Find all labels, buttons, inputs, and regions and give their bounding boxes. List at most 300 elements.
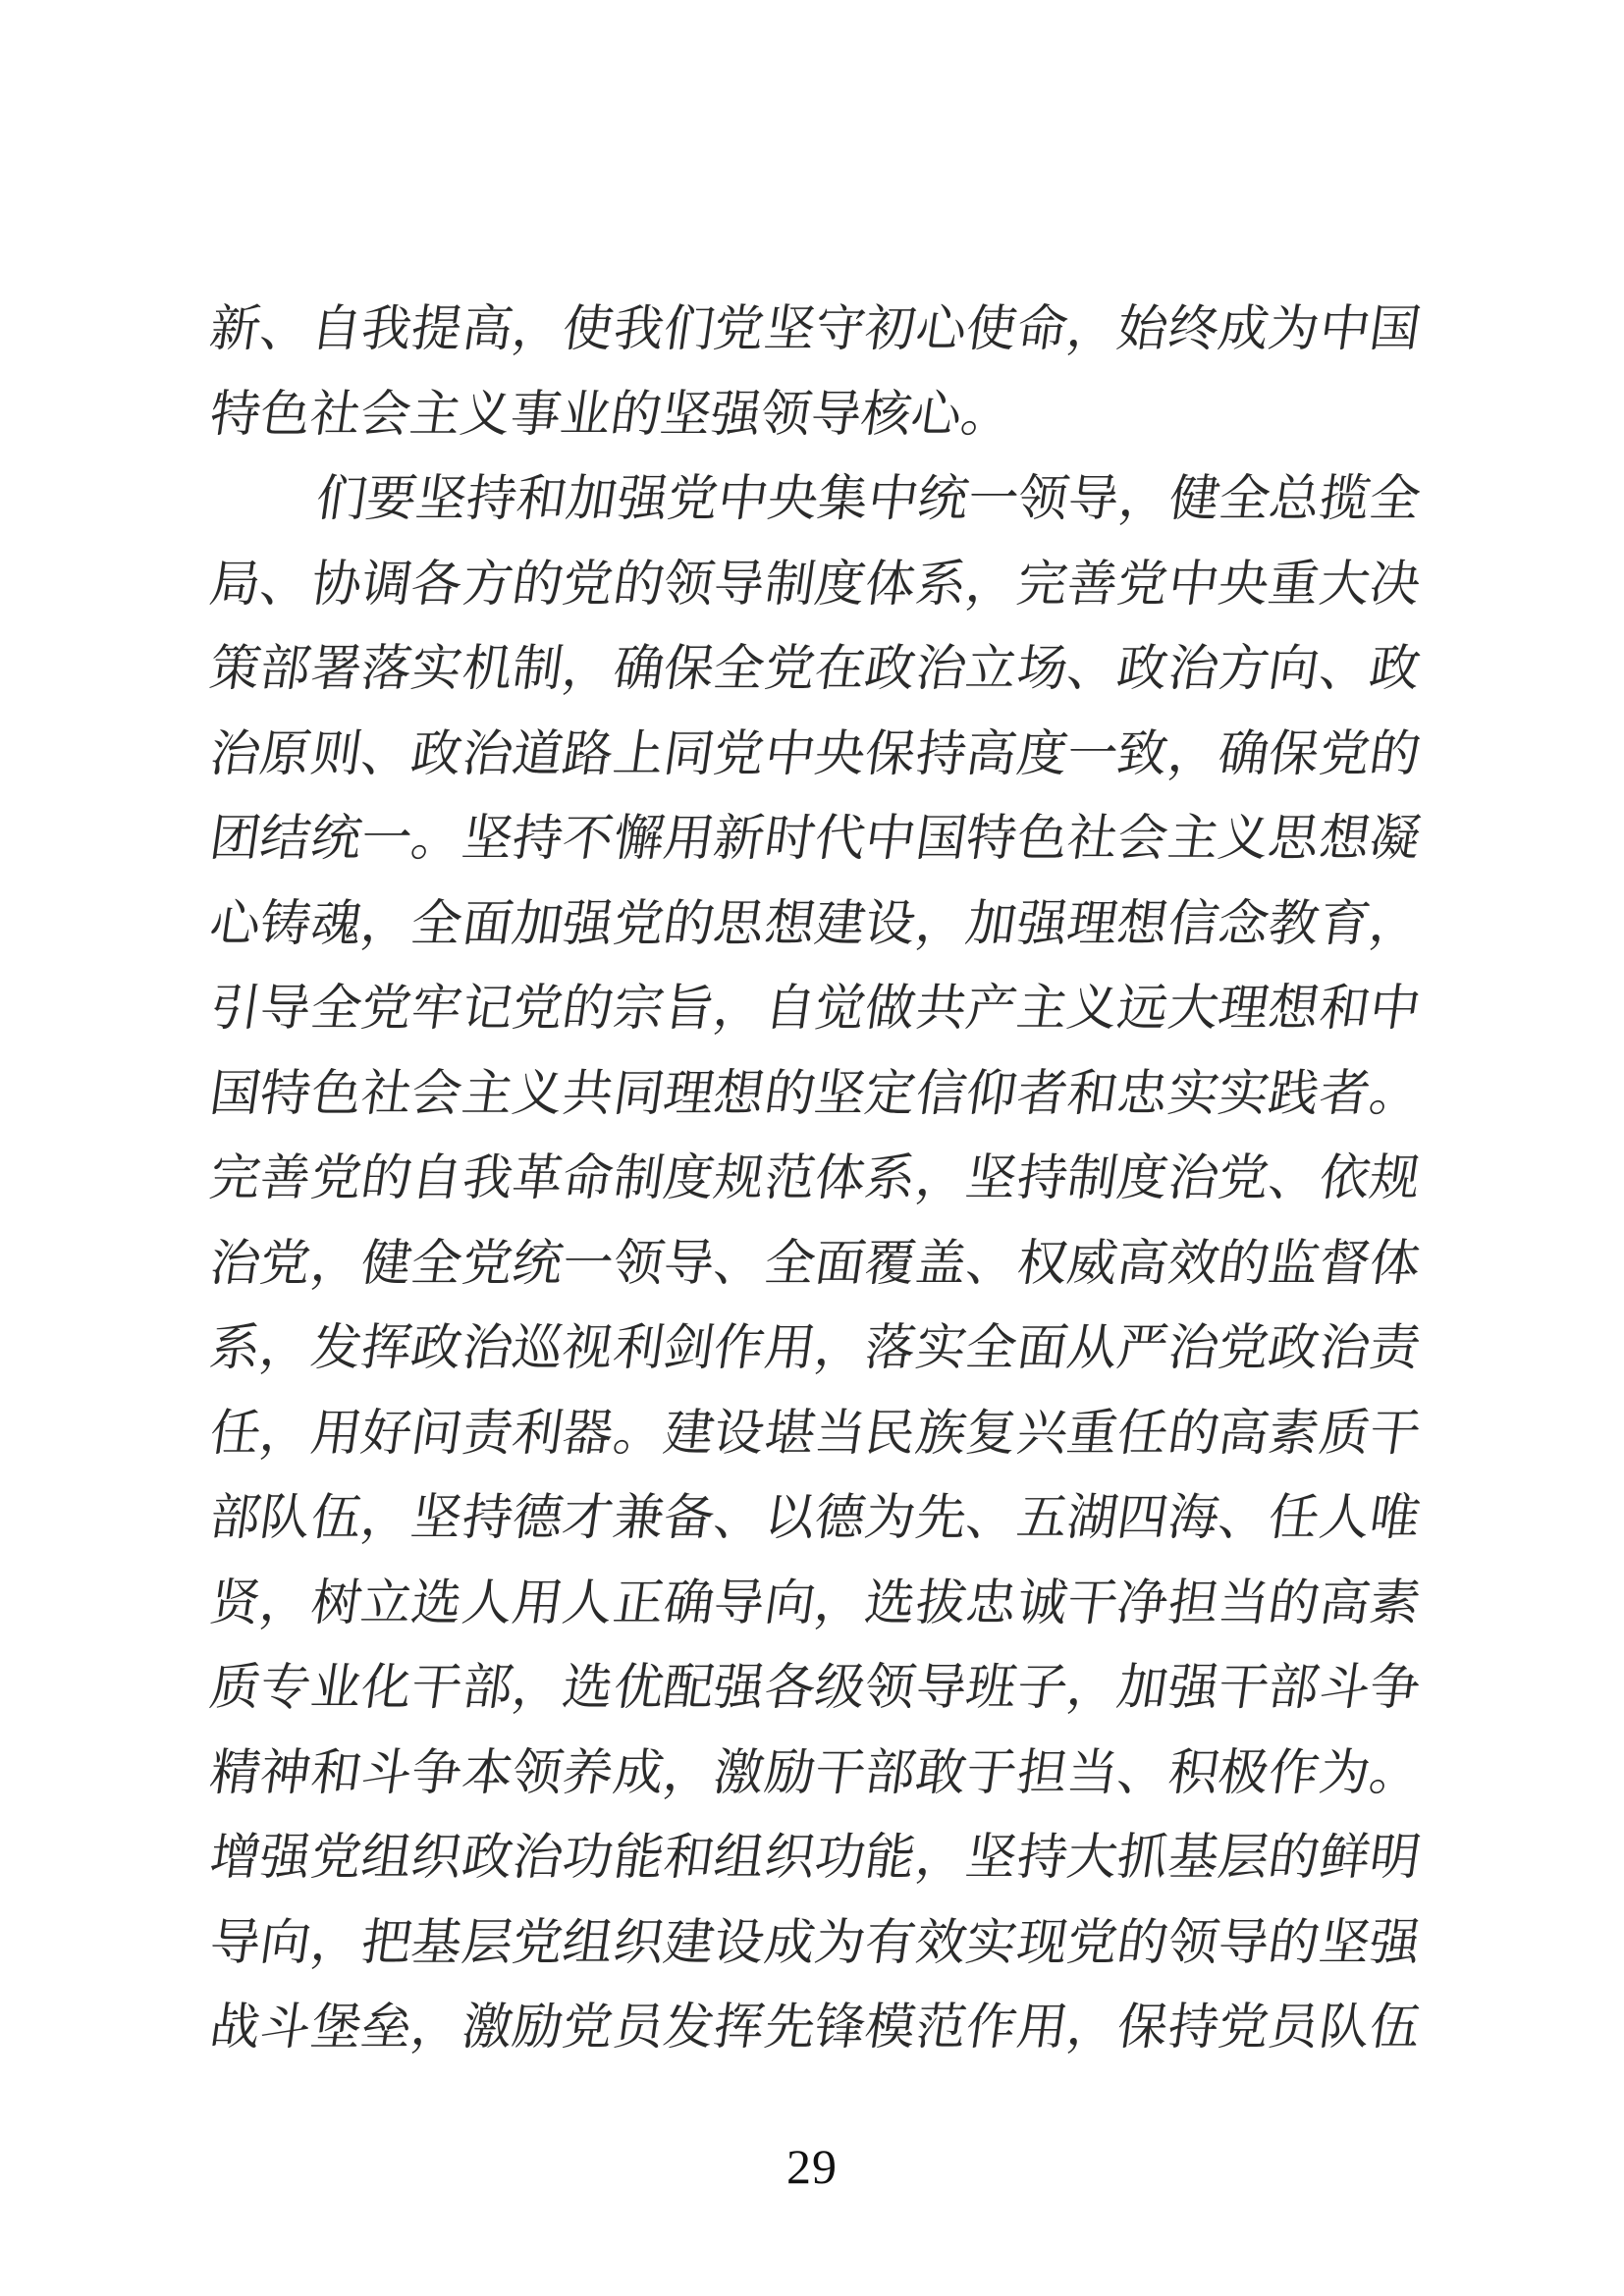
text-char: 的 (1265, 1831, 1324, 1887)
text-char: 度 (1113, 1151, 1172, 1207)
text-char: 治 (1164, 642, 1222, 698)
text-char: 实 (1164, 1066, 1222, 1122)
text-char: ， (811, 1321, 870, 1377)
text-char: 部 (206, 1491, 265, 1547)
text-char: 政 (1113, 642, 1172, 698)
text-line (206, 1810, 1425, 1896)
text-char: 德 (811, 1491, 870, 1547)
text-char: 保 (1265, 726, 1324, 782)
text-char: 成 (1215, 302, 1272, 358)
text-char: 一 (964, 472, 1023, 528)
text-char: 系 (912, 557, 970, 613)
text-char: 主 (1012, 982, 1071, 1038)
text-char: 导 (710, 1575, 769, 1631)
text-char: 组 (357, 1831, 416, 1887)
text-char: 为 (1315, 1745, 1374, 1801)
text-char: 干 (407, 1661, 466, 1717)
text-char: 方 (458, 557, 516, 613)
text-char: 用 (761, 1321, 819, 1377)
text-char: 理 (1063, 896, 1121, 952)
text-char: 持 (912, 726, 970, 782)
text-char: 主 (1164, 812, 1222, 868)
text-char: 调 (357, 557, 416, 613)
text-char: ， (357, 896, 416, 952)
text-char: ， (1063, 302, 1121, 358)
text-char: 中 (861, 812, 920, 868)
text-char: 党 (509, 1915, 568, 1971)
text-char: 坚 (657, 387, 716, 443)
text-char: 、 (256, 302, 315, 358)
text-char: 湖 (1063, 1491, 1121, 1547)
text-char: 坚 (761, 302, 819, 358)
text-char: 党 (1215, 1321, 1272, 1377)
text-char: 践 (1265, 1066, 1324, 1122)
text-char: 剑 (660, 1321, 719, 1377)
text-char: 始 (1113, 302, 1172, 358)
text-char: 大 (1164, 982, 1222, 1038)
text-char: 党 (710, 302, 769, 358)
text-char: 党 (1215, 2001, 1272, 2056)
text-char: 落 (861, 1321, 920, 1377)
text-char: 社 (357, 1066, 416, 1122)
text-char: 党 (1113, 557, 1172, 613)
text-char: 原 (256, 726, 315, 782)
text-char: 导 (256, 982, 315, 1038)
text-char: 德 (509, 1491, 568, 1547)
text-char: 业 (306, 1661, 365, 1717)
text-char: ， (1114, 472, 1173, 528)
text-char: ， (710, 982, 769, 1038)
text-char: 保 (660, 642, 719, 698)
text-char: 治 (1164, 1151, 1222, 1207)
text-char: 我 (357, 302, 416, 358)
text-char: 。 (1366, 1745, 1425, 1801)
text-char: 堪 (761, 1406, 819, 1462)
text-char: 理 (1215, 982, 1272, 1038)
text-char: 党 (306, 1151, 365, 1207)
text-char: 利 (609, 1321, 668, 1377)
text-char: 自 (407, 1151, 466, 1207)
text-char: 实 (962, 1915, 1021, 1971)
text-char: 党 (663, 472, 722, 528)
text-char: 一 (357, 812, 416, 868)
text-char: 新 (710, 812, 769, 868)
text-char: 治 (206, 726, 265, 782)
text-char: 用 (509, 1575, 568, 1631)
text-char: 以 (761, 1491, 819, 1547)
text-char: 织 (609, 1915, 668, 1971)
text-char: 。 (957, 387, 1016, 443)
text-char: 持 (1012, 1151, 1071, 1207)
text-char: 领 (660, 557, 719, 613)
text-char: 重 (1265, 557, 1324, 613)
text-char: 革 (509, 1151, 568, 1207)
text-char: 的 (1265, 1915, 1324, 1971)
text-char: 敢 (912, 1745, 970, 1801)
text-char: 用 (1012, 2001, 1071, 2056)
text-char: 共 (912, 982, 970, 1038)
text-char: 持 (462, 472, 521, 528)
text-char: 持 (509, 812, 568, 868)
text-char: 高 (458, 302, 516, 358)
text-char: 面 (1012, 1321, 1071, 1377)
text-char: 治 (1164, 1321, 1222, 1377)
text-char: 的 (607, 387, 666, 443)
text-char: 仰 (962, 1066, 1021, 1122)
text-char: 使 (962, 302, 1021, 358)
text-char: 同 (609, 1066, 668, 1122)
text-char: 贤 (206, 1575, 265, 1631)
text-line (206, 621, 1425, 707)
text-char: 中 (713, 472, 772, 528)
text-char: 主 (406, 387, 465, 443)
text-char: 强 (256, 1831, 315, 1887)
text-char: 员 (1265, 2001, 1324, 2056)
text-char: 落 (357, 642, 416, 698)
text-char: ， (256, 1575, 315, 1631)
text-char: 政 (1265, 1321, 1324, 1377)
text-char: 重 (1063, 1406, 1121, 1462)
text-char: 加 (509, 896, 568, 952)
text-char: 神 (256, 1745, 315, 1801)
text-char: 心 (912, 302, 970, 358)
text-char: 确 (1215, 726, 1272, 782)
text-char: 导 (710, 557, 769, 613)
text-char: 定 (861, 1066, 920, 1122)
text-char: 保 (1113, 2001, 1172, 2056)
text-char: 会 (1113, 812, 1172, 868)
text-char: 命 (1012, 302, 1071, 358)
text-char: 高 (1315, 1575, 1374, 1631)
text-char: 干 (811, 1745, 870, 1801)
text-char: 问 (407, 1406, 466, 1462)
text-char: 抓 (1113, 1831, 1172, 1887)
text-char: 基 (1164, 1831, 1222, 1887)
text-char: 人 (1315, 1491, 1374, 1547)
text-char: 想 (1315, 812, 1374, 868)
text-char: 治 (206, 1236, 265, 1292)
text-char: 的 (1164, 1406, 1222, 1462)
text-char: 净 (1113, 1575, 1172, 1631)
text-char: 发 (306, 1321, 365, 1377)
text-char: 统 (914, 472, 973, 528)
text-char: 复 (962, 1406, 1021, 1462)
text-char: ， (1063, 1661, 1121, 1717)
text-char: 信 (1164, 896, 1222, 952)
text-char: 、 (1113, 1745, 1172, 1801)
text-char: 确 (660, 1575, 719, 1631)
text-char: 的 (509, 557, 568, 613)
text-char: 们 (660, 302, 719, 358)
text-char: 强 (1366, 1915, 1425, 1971)
text-char: 确 (609, 642, 668, 698)
text-char: 监 (1265, 1236, 1324, 1292)
text-char: 。 (1366, 1066, 1425, 1122)
text-char: 和 (306, 1745, 365, 1801)
text-char: 懈 (609, 812, 668, 868)
text-char: 党 (1215, 1151, 1272, 1207)
text-char: 方 (1215, 642, 1272, 698)
text-char: 的 (660, 896, 719, 952)
text-char: ， (962, 557, 1021, 613)
text-line (206, 707, 1425, 792)
text-char: 干 (1063, 1575, 1121, 1631)
text-line (206, 1386, 1425, 1471)
text-line (206, 1301, 1425, 1386)
text-char: 党 (1315, 726, 1374, 782)
text-char: 备 (660, 1491, 719, 1547)
text-char: 垒 (357, 2001, 416, 2056)
text-char: 主 (458, 1066, 516, 1122)
text-char: 。 (609, 1406, 668, 1462)
text-char: 领 (861, 1661, 920, 1717)
text-char: 导 (1215, 1915, 1272, 1971)
text-char: 励 (761, 1745, 819, 1801)
text-char: 一 (1063, 726, 1121, 782)
text-char: 导 (912, 1661, 970, 1717)
text-char: 作 (1265, 1745, 1324, 1801)
text-char: 、 (1063, 642, 1121, 698)
text-char: 和 (513, 472, 571, 528)
text-char: 央 (1215, 557, 1272, 613)
text-char: 斗 (357, 1745, 416, 1801)
text-char: 锋 (811, 2001, 870, 2056)
text-char: 党 (1063, 1915, 1121, 1971)
text-char: ， (407, 2001, 466, 2056)
text-line (206, 1980, 1425, 2065)
text-char: 系 (861, 1151, 920, 1207)
text-char: 要 (362, 472, 421, 528)
text-char: 领 (757, 387, 816, 443)
text-char: 层 (458, 1915, 516, 1971)
text-char: 挥 (357, 1321, 416, 1377)
text-char: 。 (407, 812, 466, 868)
text-char: 们 (312, 472, 371, 528)
text-char: 增 (206, 1831, 265, 1887)
text-char: 持 (1164, 2001, 1222, 2056)
text-char: 中 (864, 472, 923, 528)
text-char: 责 (1366, 1321, 1425, 1377)
text-char: 为 (861, 1491, 920, 1547)
text-char: 、 (1215, 1491, 1272, 1547)
text-char: 义 (509, 1066, 568, 1122)
text-char: 致 (1113, 726, 1172, 782)
text-char: 层 (1215, 1831, 1272, 1887)
text-char: 质 (1315, 1406, 1374, 1462)
text-char: 强 (707, 387, 766, 443)
text-char: 导 (206, 1915, 265, 1971)
text-char: 建 (660, 1406, 719, 1462)
text-char: 业 (557, 387, 616, 443)
text-char: 国 (206, 1066, 265, 1122)
text-char: 的 (1215, 1236, 1272, 1292)
text-char: 保 (861, 726, 920, 782)
text-char: 宗 (609, 982, 668, 1038)
text-char: 依 (1315, 1151, 1374, 1207)
text-char: 中 (1366, 982, 1425, 1038)
text-char: 时 (761, 812, 819, 868)
text-char: 义 (457, 387, 515, 443)
text-char: 任 (1265, 1491, 1324, 1547)
text-char: 和 (1063, 1066, 1121, 1122)
text-char: 激 (710, 1745, 769, 1801)
text-char: 精 (206, 1745, 265, 1801)
text-char: 明 (1366, 1831, 1425, 1887)
text-char: 素 (1366, 1575, 1425, 1631)
text-char: 坚 (412, 472, 471, 528)
text-char: 理 (660, 1066, 719, 1122)
text-char: 思 (710, 896, 769, 952)
text-char: 用 (660, 812, 719, 868)
text-char: 唯 (1366, 1491, 1425, 1547)
text-char: 中 (1315, 302, 1374, 358)
text-char: 员 (609, 2001, 668, 2056)
text-char: 协 (306, 557, 365, 613)
text-char: 坚 (458, 812, 516, 868)
text-char: 、 (710, 1491, 769, 1547)
text-char: 队 (1315, 2001, 1374, 2056)
text-char: 当 (1063, 1745, 1121, 1801)
text-char: 选 (559, 1661, 618, 1717)
text-char: 治 (458, 1321, 516, 1377)
text-char: 鲜 (1315, 1831, 1374, 1887)
text-char: 为 (1265, 302, 1324, 358)
text-char: 实 (912, 1321, 970, 1377)
text-char: 覆 (861, 1236, 920, 1292)
text-char: 五 (1012, 1491, 1071, 1547)
text-char: 建 (811, 896, 870, 952)
text-char: 色 (256, 387, 315, 443)
text-char: 、 (962, 1236, 1021, 1292)
text-char: 上 (609, 726, 668, 782)
text-char: 部 (861, 1745, 920, 1801)
text-char: 政 (407, 726, 466, 782)
text-char: 励 (509, 2001, 568, 2056)
text-char: 各 (407, 557, 466, 613)
text-char: 初 (861, 302, 920, 358)
text-line (206, 877, 1425, 962)
text-char: 央 (811, 726, 870, 782)
text-char: 系 (206, 1321, 265, 1377)
text-char: 兼 (609, 1491, 668, 1547)
text-char: 面 (458, 896, 516, 952)
text-char: 向 (256, 1915, 315, 1971)
text-char: 忠 (1113, 1066, 1172, 1122)
text-char: 的 (559, 982, 618, 1038)
text-char: 极 (1215, 1745, 1272, 1801)
text-char: 党 (609, 896, 668, 952)
text-char: 设 (710, 1406, 769, 1462)
text-char: 集 (814, 472, 873, 528)
text-char: 则 (306, 726, 365, 782)
text-char: 制 (761, 557, 819, 613)
text-char: 坚 (811, 1066, 870, 1122)
text-char: 持 (1012, 1831, 1071, 1887)
text-char: 路 (559, 726, 618, 782)
text-char: 担 (1164, 1575, 1222, 1631)
text-char: ， (306, 1915, 365, 1971)
text-char: 建 (660, 1915, 719, 1971)
text-char: 功 (559, 1831, 618, 1887)
text-char: 利 (509, 1406, 568, 1462)
text-char: 效 (912, 1915, 970, 1971)
text-char: 觉 (811, 982, 870, 1038)
text-char: 、 (256, 557, 315, 613)
text-line (206, 537, 1425, 622)
text-char: 督 (1315, 1236, 1374, 1292)
text-char: 人 (458, 1575, 516, 1631)
text-char: 和 (660, 1831, 719, 1887)
text-char: 凝 (1366, 812, 1425, 868)
text-char: 干 (1366, 1406, 1425, 1462)
text-char: 导 (660, 1236, 719, 1292)
text-char: ， (559, 642, 618, 698)
text-char: 制 (509, 642, 568, 698)
text-char: 级 (811, 1661, 870, 1717)
text-char: 坚 (962, 1151, 1021, 1207)
text-char: 和 (1315, 982, 1374, 1038)
text-char: 党 (761, 642, 819, 698)
text-char: 组 (710, 1831, 769, 1887)
text-char: 拔 (912, 1575, 970, 1631)
text-char: 义 (1063, 982, 1121, 1038)
text-char: 争 (1366, 1661, 1425, 1717)
text-char: 威 (1063, 1236, 1121, 1292)
text-char: 伍 (1366, 2001, 1425, 2056)
text-char: 现 (1012, 1915, 1071, 1971)
text-char: 、 (357, 726, 416, 782)
text-char: 党 (559, 557, 618, 613)
text-char: 制 (609, 1151, 668, 1207)
text-char: ， (912, 1151, 970, 1207)
text-char: 心 (206, 896, 265, 952)
text-char: 族 (912, 1406, 970, 1462)
text-char: 体 (811, 1151, 870, 1207)
text-char: ， (912, 896, 970, 952)
text-char: 权 (1012, 1236, 1071, 1292)
text-char: 于 (962, 1745, 1021, 1801)
text-char: 国 (912, 812, 970, 868)
text-char: 心 (907, 387, 966, 443)
text-char: 加 (962, 896, 1021, 952)
text-char: 视 (559, 1321, 618, 1377)
text-char: 统 (509, 1236, 568, 1292)
text-char: 素 (1265, 1406, 1324, 1462)
text-char: 各 (761, 1661, 819, 1717)
text-char: 揽 (1316, 472, 1374, 528)
text-char: 设 (710, 1915, 769, 1971)
text-char: 用 (306, 1406, 365, 1462)
text-char: 化 (357, 1661, 416, 1717)
text-char: 坚 (407, 1491, 466, 1547)
text-char: 领 (1164, 1915, 1222, 1971)
text-char: 强 (1012, 896, 1071, 952)
text-char: 教 (1265, 896, 1324, 952)
text-char: 决 (1366, 557, 1425, 613)
text-char: 旨 (660, 982, 719, 1038)
text-char: 全 (306, 982, 365, 1038)
body-text (206, 282, 1425, 2065)
text-char: 央 (764, 472, 822, 528)
text-char: 争 (407, 1745, 466, 1801)
text-char: 班 (962, 1661, 1021, 1717)
text-char: 自 (761, 982, 819, 1038)
text-char: 正 (609, 1575, 668, 1631)
text-line (206, 791, 1425, 877)
text-char: 范 (761, 1151, 819, 1207)
text-char: 模 (861, 2001, 920, 2056)
text-char: 强 (613, 472, 672, 528)
